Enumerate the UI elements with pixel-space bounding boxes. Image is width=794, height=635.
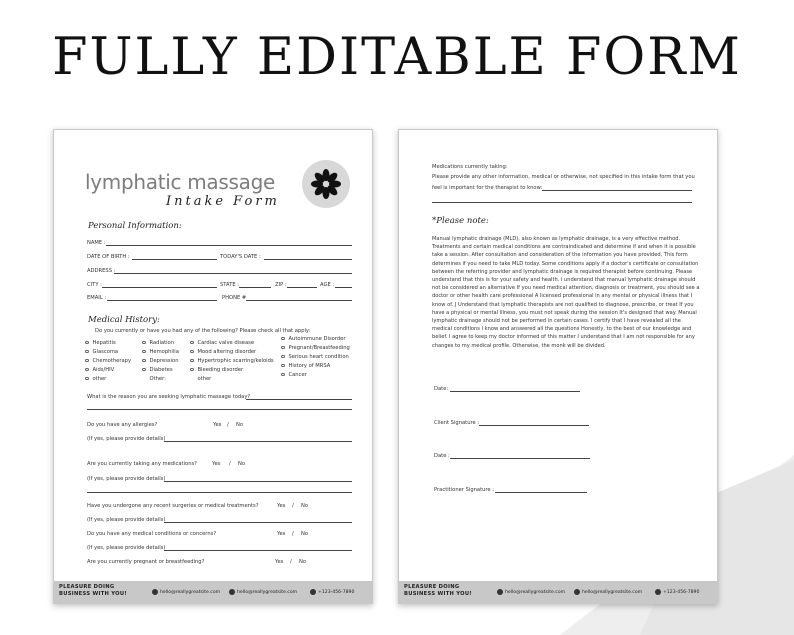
details-field[interactable]	[164, 550, 352, 551]
conditions-column-2	[142, 339, 179, 384]
today-label: TODAY'S DATE :	[220, 254, 261, 260]
checkbox-icon[interactable]	[142, 368, 146, 372]
other-info-line-2: feel is important for the therapist to know:	[432, 185, 543, 191]
checkbox-icon[interactable]	[190, 341, 194, 345]
date-label-1: Date:	[434, 386, 449, 392]
checkbox-icon[interactable]	[281, 373, 285, 377]
yes-option[interactable]: Yes	[212, 461, 221, 467]
other-info-field[interactable]	[542, 190, 692, 191]
form-page-1	[53, 129, 373, 604]
no-option[interactable]: No	[301, 531, 309, 537]
separator: /	[292, 531, 294, 537]
globe-icon	[497, 589, 503, 595]
footer-email-1[interactable]: hello@reallygreatsite.com	[497, 589, 565, 595]
personal-heading: Personal Information:	[88, 221, 182, 231]
details-field[interactable]	[164, 441, 352, 442]
yes-option[interactable]: Yes	[277, 503, 286, 509]
checkbox-icon[interactable]	[85, 350, 89, 354]
today-field[interactable]	[264, 259, 352, 260]
brand-subtitle: Intake Form	[166, 194, 280, 209]
zip-field[interactable]	[287, 287, 317, 288]
yes-option[interactable]: Yes	[213, 422, 222, 428]
client-signature-label: Client Signature :	[434, 420, 480, 426]
condition-item[interactable]: other	[85, 375, 131, 384]
other-info-line-1: Please provide any other information, medical or otherwise, not specified in this intake form that you	[432, 174, 695, 180]
details-label: (If yes, please provide details)	[87, 545, 166, 551]
condition-item[interactable]: Cancer	[281, 371, 350, 380]
no-option[interactable]: No	[299, 559, 307, 565]
checkbox-icon[interactable]	[85, 359, 89, 363]
condition-item[interactable]: Serious heart condition	[281, 353, 350, 362]
checkbox-icon[interactable]	[190, 350, 194, 354]
client-signature-field[interactable]	[479, 425, 589, 426]
checkbox-icon[interactable]	[142, 359, 146, 363]
date-label-2: Date :	[434, 453, 450, 459]
details-field[interactable]	[164, 522, 352, 523]
no-option[interactable]: No	[238, 461, 246, 467]
checkbox-icon[interactable]	[281, 355, 285, 359]
condition-item[interactable]: Hypertrophic scarring/keloids	[190, 357, 274, 366]
condition-item[interactable]: Hemophilia	[142, 348, 179, 357]
globe-icon	[152, 589, 158, 595]
footer-email-2[interactable]: hello@reallygreatsite.com	[574, 589, 642, 595]
condition-item[interactable]: Radiation	[142, 339, 179, 348]
condition-item[interactable]: Autoimmune Disorder	[281, 335, 350, 344]
flower-icon	[302, 160, 350, 208]
phone-icon	[655, 589, 661, 595]
state-label: STATE :	[220, 282, 240, 288]
brand-title: lymphatic massage	[85, 170, 275, 194]
details-field[interactable]	[164, 481, 352, 482]
email-label: EMAIL :	[87, 295, 107, 301]
mail-icon	[229, 589, 235, 595]
other-info-field-2[interactable]	[432, 202, 692, 203]
checkbox-icon[interactable]	[190, 368, 194, 372]
state-field[interactable]	[239, 287, 271, 288]
condition-item[interactable]: Depression	[142, 357, 179, 366]
practitioner-signature-field[interactable]	[495, 492, 587, 493]
condition-item[interactable]: Glascoma	[85, 348, 131, 357]
no-option[interactable]: No	[236, 422, 244, 428]
practitioner-signature-label: Practitioner Signature :	[434, 487, 495, 493]
checkbox-icon[interactable]	[85, 377, 89, 381]
note-heading: *Please note:	[432, 216, 489, 226]
conditions-column-3	[190, 339, 274, 384]
separator: /	[290, 559, 292, 565]
address-field[interactable]	[114, 273, 352, 274]
yes-option[interactable]: Yes	[275, 559, 284, 565]
condition-item[interactable]: Bleeding disorder	[190, 366, 274, 375]
note-body: Manual lymphatic drainage (MLD), also known as lymphatic drainage, is a very effective method. Treatments and certain medical conditions are contraindicated and determine if and when it is possible take a session. After consultation and consideration of the information you have provided, This form determines if you need to take MLD today. Some conditions apply if a doctor's certificate or consultation between the referring provider and lymphatic drainage is required therapist before continuing. Please understand that this is for your safety and health. I understand that manual lymphatic drainage should not be considered an alternative If you need medical attention, diagnosis or treatment, you should see a doctor or other health care professional A licensed professional in any mental or physical illness that I know of. J Understand that lymphatic therapists are not qualified to diagnose, prescribe, or treat If you have a physical or mental illness, you must not speak during the session It's designed that way. Manual lymphatic drainage should not be performed in certain cases. I certify that I have revealed all the medical conditions I know and answered all the questions Honestly, to the best of our knowledge and belief. I agree to keep my doctor informed of this matter I understand that I am not responsible for any changes to my medical profile. Otherwise, the monk will be divided.	[432, 236, 700, 349]
headline: FULLY EDITABLE FORM	[52, 28, 742, 87]
condition-item[interactable]: Chemotherapy	[85, 357, 131, 366]
page-footer	[54, 581, 372, 603]
separator: /	[292, 503, 294, 509]
no-option[interactable]: No	[301, 503, 309, 509]
condition-item[interactable]: Other:	[149, 376, 166, 382]
condition-item[interactable]: Mood altering disorder	[190, 348, 274, 357]
phone-icon	[310, 589, 316, 595]
footer-email-1[interactable]: hello@reallygreatsite.com	[152, 589, 220, 595]
page-footer	[399, 581, 717, 603]
details-field-2[interactable]	[87, 492, 352, 493]
pregnant-question: Are you currently pregnant or breastfeeding?	[87, 559, 205, 565]
condition-item[interactable]: Cardiac valve disease	[190, 339, 274, 348]
age-label: AGE :	[320, 282, 335, 288]
dob-field[interactable]	[132, 259, 217, 260]
separator: /	[227, 422, 229, 428]
checkbox-icon[interactable]	[142, 341, 146, 345]
logo	[302, 160, 350, 208]
checkbox-icon[interactable]	[190, 359, 194, 363]
checkbox-icon[interactable]	[281, 337, 285, 341]
condition-item[interactable]: Hepatitis	[85, 339, 131, 348]
medications-label: Medications currently taking:	[432, 164, 508, 170]
yes-option[interactable]: Yes	[277, 531, 286, 537]
reason-field[interactable]	[246, 399, 352, 400]
condition-item[interactable]: Diabetes	[142, 366, 179, 375]
phone-field[interactable]	[246, 300, 352, 301]
footer-phone[interactable]: +123-456-7890	[655, 589, 699, 595]
reason-field-2[interactable]	[87, 409, 352, 410]
details-label: (If yes, please provide details)	[87, 476, 166, 482]
reason-question: What is the reason you are seeking lymphatic massage today?	[87, 394, 251, 400]
city-field[interactable]	[102, 287, 217, 288]
checkbox-icon[interactable]	[281, 364, 285, 368]
email-field[interactable]	[107, 300, 217, 301]
medications-question: Are you currently taking any medications?	[87, 461, 197, 467]
details-label: (If yes, please provide details)	[87, 436, 166, 442]
medical-heading: Medical History:	[88, 315, 160, 325]
details-label: (If yes, please provide details)	[87, 517, 166, 523]
phone-label: PHONE #	[222, 295, 247, 301]
allergies-question: Do you have any allergies?	[87, 422, 158, 428]
checkbox-icon[interactable]	[281, 346, 285, 350]
condition-item[interactable]: Aids/HIV	[85, 366, 131, 375]
name-label: NAME :	[87, 240, 106, 246]
condition-item[interactable]: History of MRSA	[281, 362, 350, 371]
condition-item[interactable]: Pregnant/Breastfeeding	[281, 344, 350, 353]
mail-icon	[574, 589, 580, 595]
footer-tagline: PLEASURE DOING BUSINESS WITH YOU!	[59, 584, 128, 597]
surgeries-question: Have you undergone any recent surgeries or medical treatments?	[87, 503, 259, 509]
conditions-column-4	[281, 335, 350, 380]
dob-label: DATE OF BIRTH :	[87, 254, 130, 260]
age-field[interactable]	[335, 287, 352, 288]
checkbox-icon[interactable]	[142, 350, 146, 354]
checkbox-icon[interactable]	[85, 368, 89, 372]
footer-tagline: PLEASURE DOING BUSINESS WITH YOU!	[404, 584, 473, 597]
city-label: CITY :	[87, 282, 102, 288]
medical-prompt: Do you currently or have you had any of the following? Please check all that apply:	[95, 328, 311, 334]
date-field-1[interactable]	[450, 391, 580, 392]
footer-email-2[interactable]: hello@reallygreatsite.com	[229, 589, 297, 595]
conditions-question: Do you have any medical conditions or concerns?	[87, 531, 217, 537]
condition-item[interactable]: other	[197, 376, 212, 382]
separator: /	[229, 461, 231, 467]
name-field[interactable]	[106, 245, 352, 246]
date-field-2[interactable]	[450, 458, 590, 459]
conditions-column-1	[85, 339, 131, 384]
form-page-2	[398, 129, 718, 604]
address-label: ADDRESS :	[87, 268, 116, 274]
footer-phone[interactable]: +123-456-7890	[310, 589, 354, 595]
checkbox-icon[interactable]	[85, 341, 89, 345]
zip-label: ZIP :	[275, 282, 287, 288]
